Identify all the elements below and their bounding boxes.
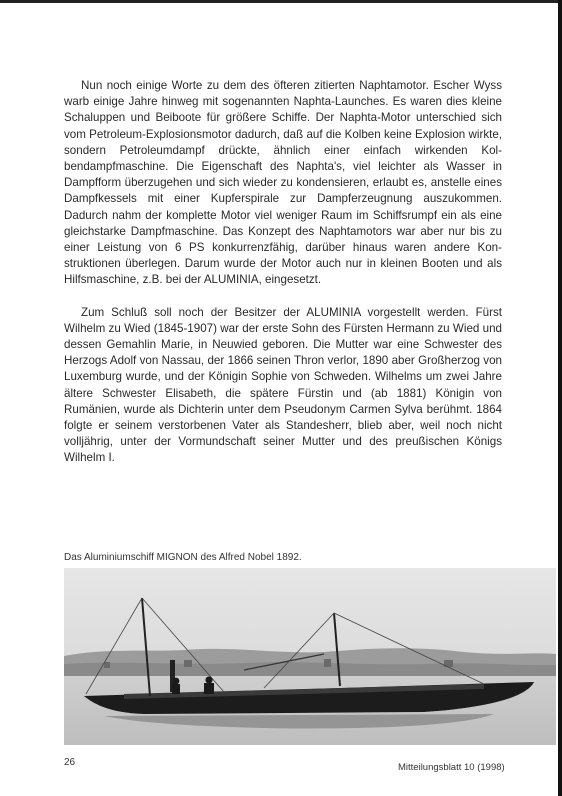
boat-photograph: [64, 568, 556, 745]
paragraph-fuerst-wilhelm: Zum Schluß soll noch der Besitzer der ALUMINIA vorgestellt werden. Fürst Wilhelm zu Wied (1845-1907) war der erste Sohn des Fürsten Hermann zu Wied und dessen Gemahlin Marie, in Neuwied geboren. Die Mutter war eine Schwester des Herzogs Adolf von Nassau, der 1866 seinen Thron verlor, 1890 aber Großherzog von Luxemburg wurde, und der Königin Sophie von Schweden. Wilhelms um zwei Jahre ältere Schwester Elisabeth, die spätere Fürstin und (ab 1881) Königin von Rumänien, wurde als Dichterin unter dem Pseudonym Carmen Sylva berühmt. 1864 folgte er seinem verstorbenen Vater als Standesherr, blieb aber, weil noch nicht volljährig, unter der Vormundschaft seiner Mutter und des preußischen Königs Wilhelm I.: [64, 305, 502, 465]
paragraph-naphtamotor: Nun noch einige Worte zu dem des öfteren zitierten Naphtamotor. Escher Wyss warb einige Jahre hinweg mit sogenannten Naphta-Launches. Es waren dies kleine Schaluppen und Beiboote für größere Schiffe. Der Naphta-Motor unterschied sich vom Petroleum-Explosionsmotor dadurch, daß auf die Kolben keine Explosion wirkte, sondern Petroleumdampf drückte, ähnlich einer einfach wirkenden Kolbendampfmaschine. Die Eigenschaft des Naphta's, viel leichter als Wasser in Dampfform überzugehen und sich wieder zu kondensieren, erlaubt es, anstelle eines Dampfkessels mit einer Kupferspirale zur Dampferzeugnung auszukommen. Dadurch nahm der komplette Motor viel weniger Raum im Schiffsrumpf ein als eine gleichstarke Dampfmaschine. Das Konzept des Naphtamotors war aber nur bis zu einer Leistung von 6 PS konkurrenzfähig, darüber hinaus waren andere Konstruktionen überlegen. Darum wurde der Motor auch nur in kleinen Booten und als Hilfsmaschine, z.B. bei der ALUMINIA, eingesetzt.: [64, 79, 502, 287]
article-text: [64, 78, 502, 467]
publication-reference: Mitteilungsblatt 10 (1998): [398, 762, 505, 773]
page-right-edge: [558, 0, 562, 796]
page-top-edge: [0, 0, 562, 3]
page-number: 26: [64, 757, 76, 768]
figure-caption: Das Aluminiumschiff MIGNON des Alfred Nobel 1892.: [64, 552, 302, 563]
